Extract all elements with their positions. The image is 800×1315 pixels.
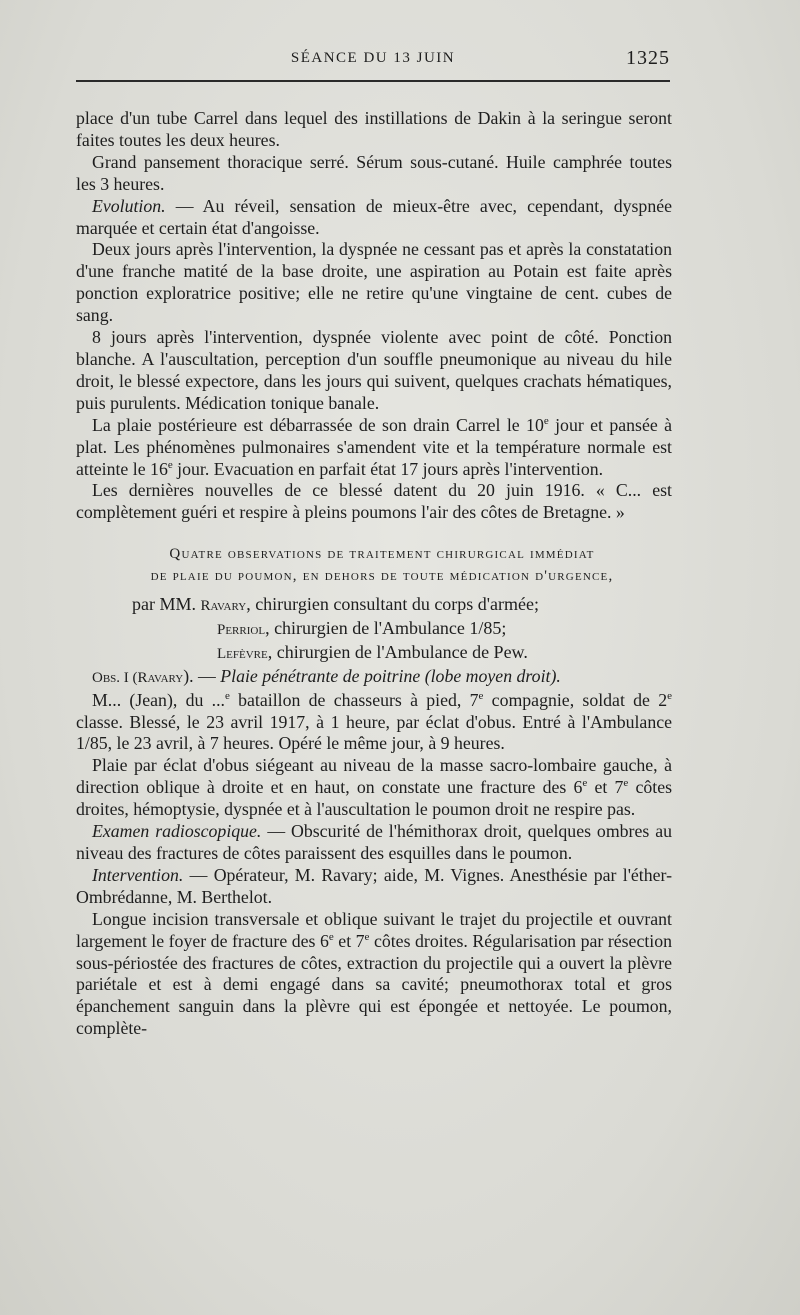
obs-close: ). — <box>183 665 221 686</box>
paragraph-examen <box>76 821 672 865</box>
superscript: e <box>328 930 334 943</box>
section-title-line2: de plaie du poumon, en dehors de toute médication d'urgence, <box>150 568 614 585</box>
author-name: Ravary <box>200 598 247 615</box>
author-name: Perriol <box>217 621 266 638</box>
text-fragment: et 7 <box>333 930 365 951</box>
author-role: , chirurgien de l'Ambulance de Pew. <box>267 641 528 662</box>
section-spacer <box>76 524 672 544</box>
text-fragment: bataillon de chasseurs à pied, 7 <box>229 689 479 710</box>
paragraph-intervention <box>76 865 672 909</box>
running-title: SÉANCE DU 13 JUIN <box>290 50 456 66</box>
superscript: e <box>543 414 549 427</box>
authors-block <box>76 594 672 666</box>
text-fragment: jour et pansée à plat. Les phénomènes pulmonaires s'amendent vite et la température normale est atteinte le 16 <box>76 414 672 479</box>
paragraph-huit-jours: 8 jours après l'intervention, dyspnée violente avec point de côté. Ponction blanche. A l'auscultation, perception d'un souffle pneumonique au niveau du hile droit, le blessé expectore, dans les jours qui suivent, quelques crachats hématiques, puis purulents. Médication tonique banale. <box>76 327 672 413</box>
superscript: e <box>667 689 673 702</box>
paragraph-patient <box>76 690 672 756</box>
text-fragment: Longue incision transversale et oblique suivant le trajet du projectile et ouvrant largement le foyer de fracture des 6 <box>76 908 672 951</box>
text-fragment: M... (Jean), du ... <box>92 689 225 710</box>
authors-intro: par MM. <box>132 594 201 615</box>
superscript: e <box>582 777 588 790</box>
author-name: Lefèvre <box>217 645 268 662</box>
paragraph-plaie-obus <box>76 755 672 821</box>
paragraph-plaie-posterieure <box>76 415 672 481</box>
text-fragment: compagnie, soldat de 2 <box>483 689 668 710</box>
text-fragment: La plaie postérieure est débarrassée de son drain Carrel le 10 <box>92 414 544 435</box>
text-fragment: et 7 <box>587 777 624 798</box>
page-header <box>76 47 670 82</box>
text-fragment: Plaie par éclat d'obus siégeant au niveau de la masse sacro-lombaire gauche, à direction oblique à droite et en haut, on constate une fracture des 6 <box>76 755 672 798</box>
superscript: e <box>478 689 484 702</box>
text-fragment: classe. Blessé, le 23 avril 1917, à 1 heure, par éclat d'obus. Entré à l'Ambulance 1/85, le 23 avril, à 7 heures. Opéré le même jour, à 9 heures. <box>76 711 672 754</box>
intervention-label: Intervention. <box>92 864 184 885</box>
superscript: e <box>224 689 230 702</box>
author-role: , chirurgien consultant du corps d'armée; <box>246 594 540 615</box>
section-title-line1: Quatre observations de traitement chirurgical immédiat <box>169 546 595 563</box>
intervention-text: — Opérateur, M. Ravary; aide, M. Vignes. Anesthésie par l'éther-Ombrédanne, M. Berthelot. <box>76 864 672 907</box>
paragraph-evolution <box>76 196 672 240</box>
superscript: e <box>364 930 370 943</box>
author-line-3 <box>116 642 672 666</box>
text-fragment: côtes droites. Régularisation par résection sous-périostée des fractures de côtes, extraction du projectile qui a ouvert la plèvre pariétale et est à demi engagé dans sa cavité; pneumothorax total et gros épanchement sanguin dans la plèvre qui est épongée et nettoyée. Le poumon, complète- <box>76 930 672 1039</box>
examen-text: — Obscurité de l'hémithorax droit, quelques ombres au niveau des fractures de côtes paraissent des esquilles dans le poumon. <box>76 821 672 863</box>
text-fragment: côtes droites, hémoptysie, dyspnée et à l'auscultation le poumon droit ne respire pas. <box>76 777 673 820</box>
text-fragment: jour. Evacuation en parfait état 17 jours après l'intervention. <box>172 458 604 479</box>
evolution-label: Evolution. <box>92 195 166 216</box>
obs-title: Plaie pénétrante de poitrine (lobe moyen droit). <box>220 665 561 686</box>
page-number: 1325 <box>626 47 670 69</box>
superscript: e <box>167 458 173 471</box>
obs-author: Ravary <box>137 669 184 686</box>
paragraph-incision <box>76 909 672 1040</box>
observation-heading <box>76 666 672 690</box>
paragraph-dernieres-nouvelles: Les dernières nouvelles de ce blessé datent du 20 juin 1916. « C... est complètement guéri et respire à pleins poumons l'air des côtes de Bretagne. » <box>76 480 672 523</box>
body-text <box>76 108 672 1040</box>
paragraph-carrel: place d'un tube Carrel dans lequel des instillations de Dakin à la seringue seront faites toutes les deux heures. <box>76 108 672 150</box>
superscript: e <box>623 777 629 790</box>
paragraph-deux-jours: Deux jours après l'intervention, la dyspnée ne cessant pas et après la constatation d'une franche matité de la base droite, une aspiration au Potain est faite après ponction exploratrice positive; elle ne retire qu'une vingtaine de cent. cubes de sang. <box>76 239 672 326</box>
paragraph-pansement: Grand pansement thoracique serré. Sérum sous-cutané. Huile camphrée toutes les 3 heures. <box>76 151 672 194</box>
author-role: , chirurgien de l'Ambulance 1/85; <box>265 617 507 638</box>
obs-label: Obs. I ( <box>92 669 138 686</box>
author-line-1 <box>116 594 672 618</box>
evolution-text: — Au réveil, sensation de mieux-être avec, cependant, dyspnée marquée et certain état d'angoisse. <box>76 195 672 238</box>
author-line-2 <box>116 618 672 642</box>
examen-label: Examen radioscopique. <box>92 821 262 842</box>
